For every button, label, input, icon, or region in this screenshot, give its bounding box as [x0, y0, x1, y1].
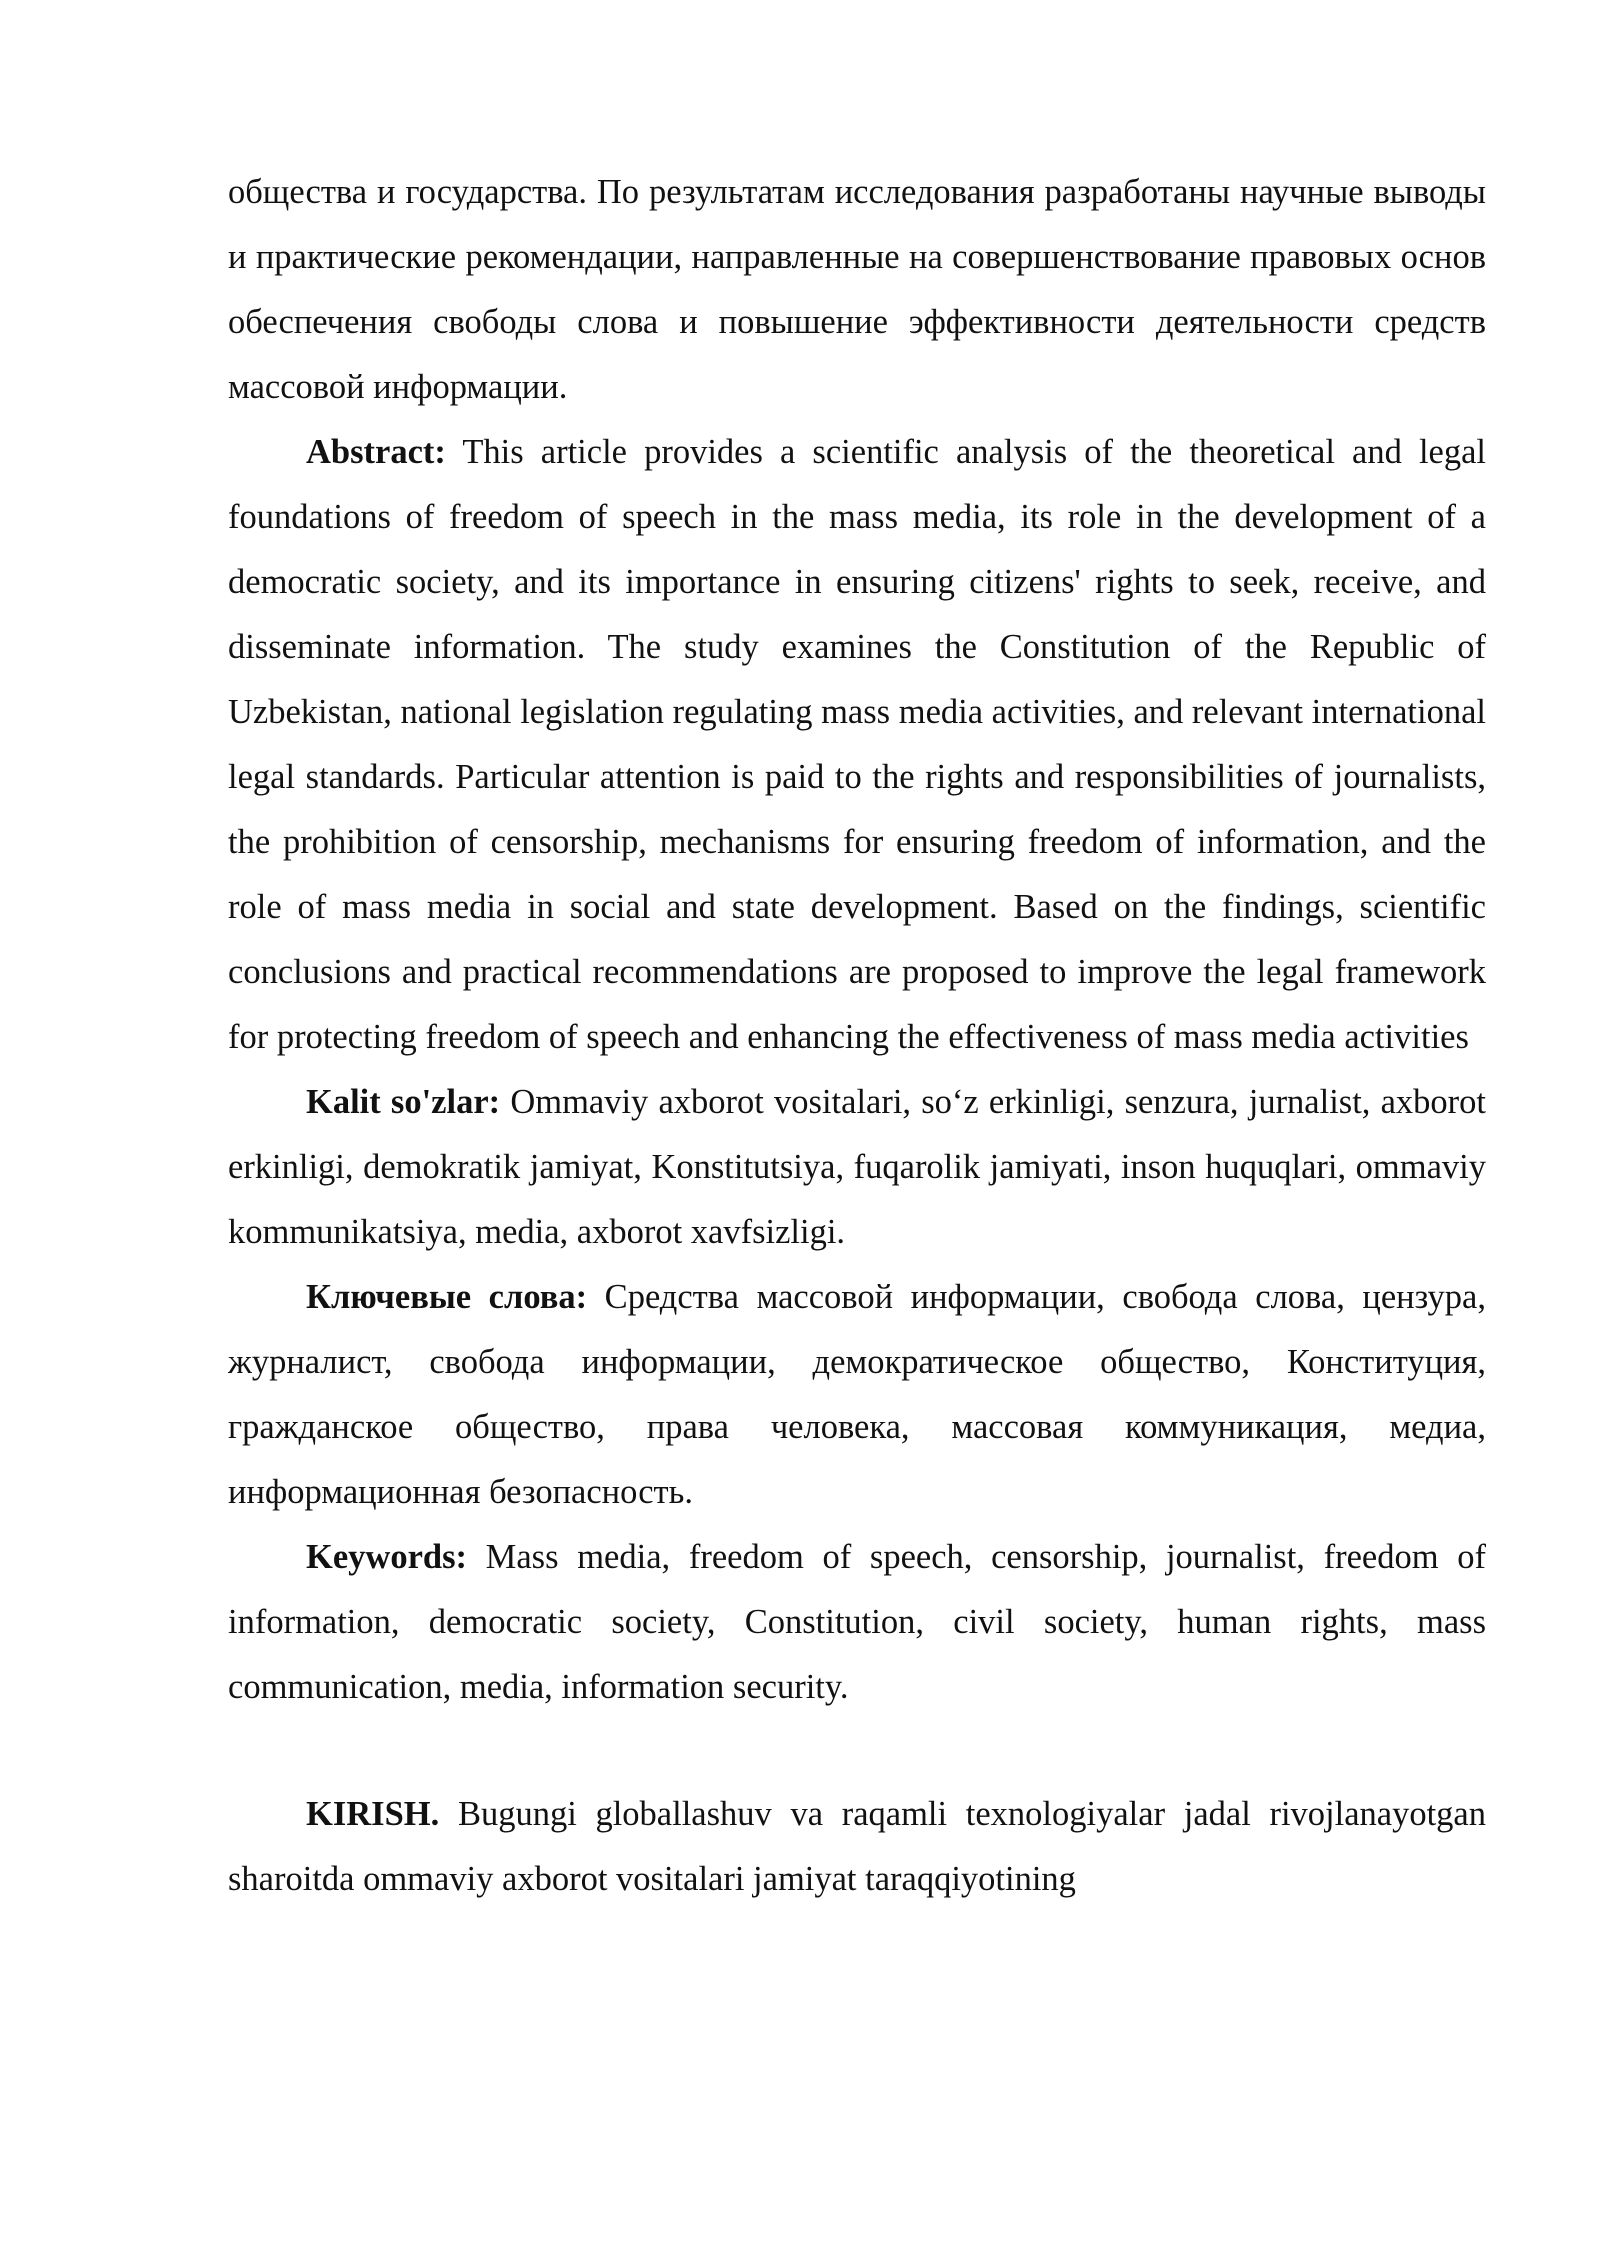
- abstract-text: This article provides a scientific analysis of the theoretical and legal foundations of freedom of speech in the mass media, its role in the development of a democratic society, and its importance in ensuring citizens' rights to seek, receive, and disseminate information. The study examines the Constitution of the Republic of Uzbekistan, national legislation regulating mass media activities, and relevant international legal standards. Particular attention is paid to the rights and responsibilities of journalists, the prohibition of censorship, mechanisms for ensuring freedom of information, and the role of mass media in social and state development. Based on the findings, scientific conclusions and practical recommendations are proposed to improve the legal framework for protecting freedom of speech and enhancing the effectiveness of mass media activities: [228, 433, 1486, 1056]
- keywords-paragraph: [228, 1525, 1486, 1720]
- kalit-sozlar-paragraph: [228, 1070, 1486, 1265]
- keywords-label: Keywords:: [306, 1538, 467, 1576]
- kalit-sozlar-label: Kalit so'zlar:: [306, 1083, 501, 1121]
- kirish-label: KIRISH.: [306, 1795, 440, 1833]
- klyuchevye-slova-label: Ключевые слова:: [306, 1278, 588, 1316]
- kalit-sozlar-text: Ommaviy axborot vositalari, so‘z erkinligi, senzura, jurnalist, axborot erkinligi, demokratik jamiyat, Konstitutsiya, fuqarolik jamiyati, inson huquqlari, ommaviy kommunikatsiya, media, axborot xavfsizligi.: [228, 1083, 1486, 1251]
- document-page: [228, 160, 1486, 1912]
- klyuchevye-slova-paragraph: [228, 1265, 1486, 1525]
- abstract-label: Abstract:: [306, 433, 446, 471]
- kirish-paragraph: [228, 1782, 1486, 1912]
- abstract-paragraph: [228, 420, 1486, 1070]
- keywords-text: Mass media, freedom of speech, censorship, journalist, freedom of information, democratic society, Constitution, civil society, human rights, mass communication, media, information security.: [228, 1538, 1486, 1706]
- klyuchevye-slova-text: Средства массовой информации, свобода слова, цензура, журналист, свобода информации, демократическое общество, Конституция, гражданское общество, права человека, массовая коммуникация, медиа, информационная безопасность.: [228, 1278, 1486, 1511]
- intro-continuation-paragraph: общества и государства. По результатам исследования разработаны научные выводы и практические рекомендации, направленные на совершенствование правовых основ обеспечения свободы слова и повышение эффективности деятельности средств массовой информации.: [228, 173, 1486, 406]
- kirish-text: Bugungi globallashuv va raqamli texnologiyalar jadal rivojlanayotgan sharoitda ommaviy axborot vositalari jamiyat taraqqiyotining: [228, 1795, 1486, 1898]
- section-spacer: [228, 1720, 1486, 1782]
